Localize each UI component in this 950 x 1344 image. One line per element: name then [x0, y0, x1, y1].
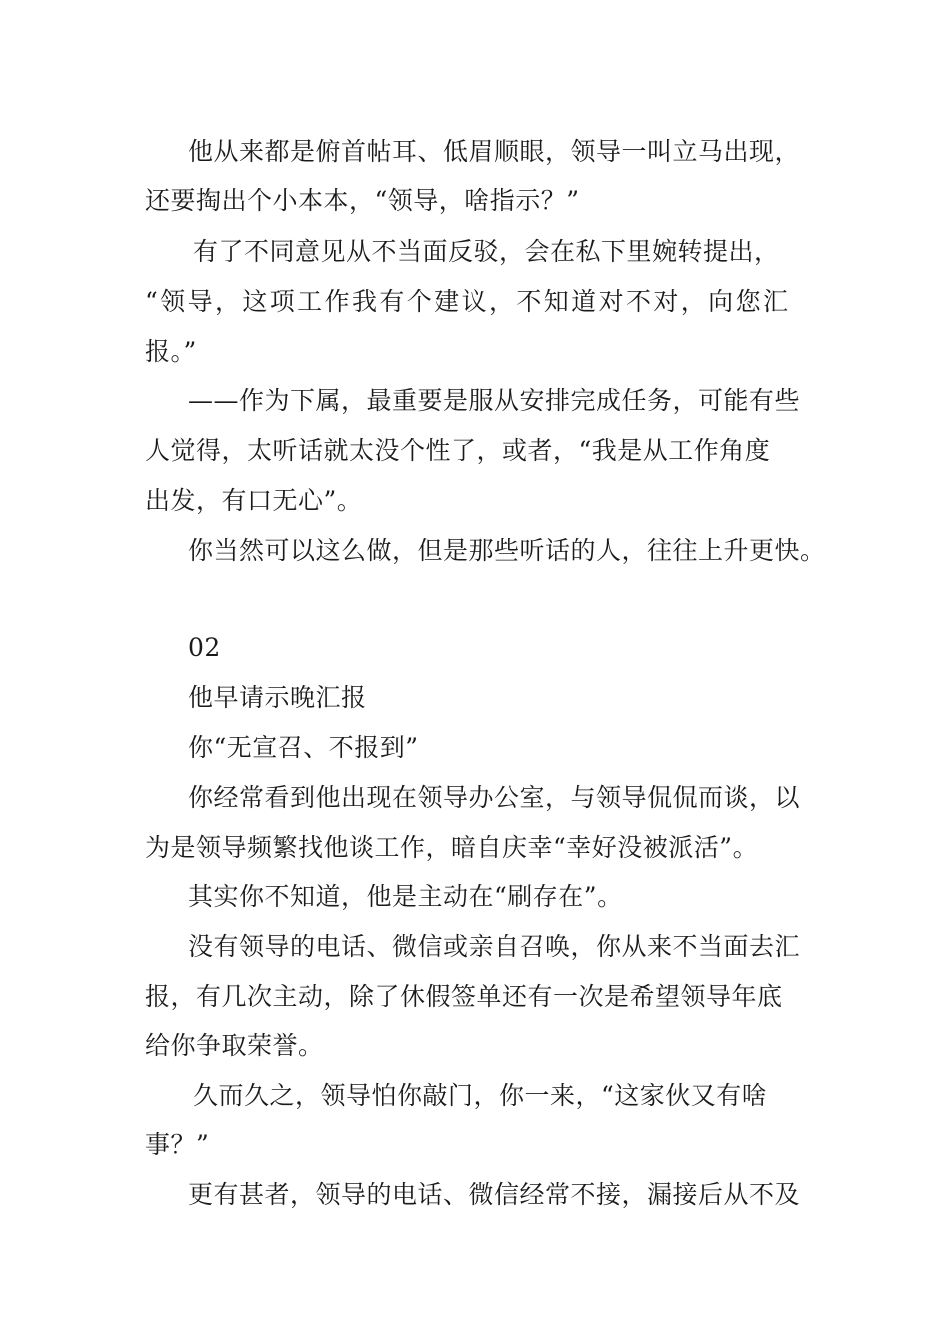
paragraph-line: “领导，这项工作我有个建议，不知道对不对，向您汇: [145, 287, 791, 316]
section-heading: 他早请示晚汇报: [188, 683, 367, 712]
paragraph-line: 更有甚者，领导的电话、微信经常不接，漏接后从不及: [188, 1180, 801, 1209]
section-number: 02: [188, 633, 221, 662]
paragraph-line: 他从来都是俯首帖耳、低眉顺眼，领导一叫立马出现，: [188, 137, 801, 166]
paragraph-line: 久而久之，领导怕你敲门，你一来，“这家伙又有啥: [193, 1081, 768, 1110]
paragraph-line: 没有领导的电话、微信或亲自召唤，你从来不当面去汇: [188, 932, 801, 961]
section-subheading: 你“无宣召、不报到”: [188, 733, 419, 762]
paragraph-line: 报。”: [145, 337, 197, 366]
paragraph-line: 你当然可以这么做，但是那些听话的人，往往上升更快。: [188, 536, 826, 565]
paragraph-line: ——作为下属，最重要是服从安排完成任务，可能有些: [188, 386, 801, 415]
paragraph-line: 还要掏出个小本本，“领导，啥指示？”: [145, 186, 580, 215]
paragraph-line: 事？”: [145, 1130, 210, 1159]
paragraph-line: 有了不同意见从不当面反驳，会在私下里婉转提出，: [193, 237, 780, 266]
paragraph-line: 给你争取荣誉。: [145, 1031, 324, 1060]
paragraph-line: 出发，有口无心”。: [145, 486, 363, 515]
paragraph-line: 其实你不知道，他是主动在“刷存在”。: [188, 882, 623, 911]
paragraph-line: 报，有几次主动，除了休假签单还有一次是希望领导年底: [145, 982, 783, 1011]
paragraph-line: 为是领导频繁找他谈工作，暗自庆幸“幸好没被派活”。: [145, 833, 759, 862]
paragraph-line: 人觉得，太听话就太没个性了，或者，“我是从工作角度: [145, 436, 771, 465]
paragraph-line: 你经常看到他出现在领导办公室，与领导侃侃而谈，以: [188, 783, 801, 812]
